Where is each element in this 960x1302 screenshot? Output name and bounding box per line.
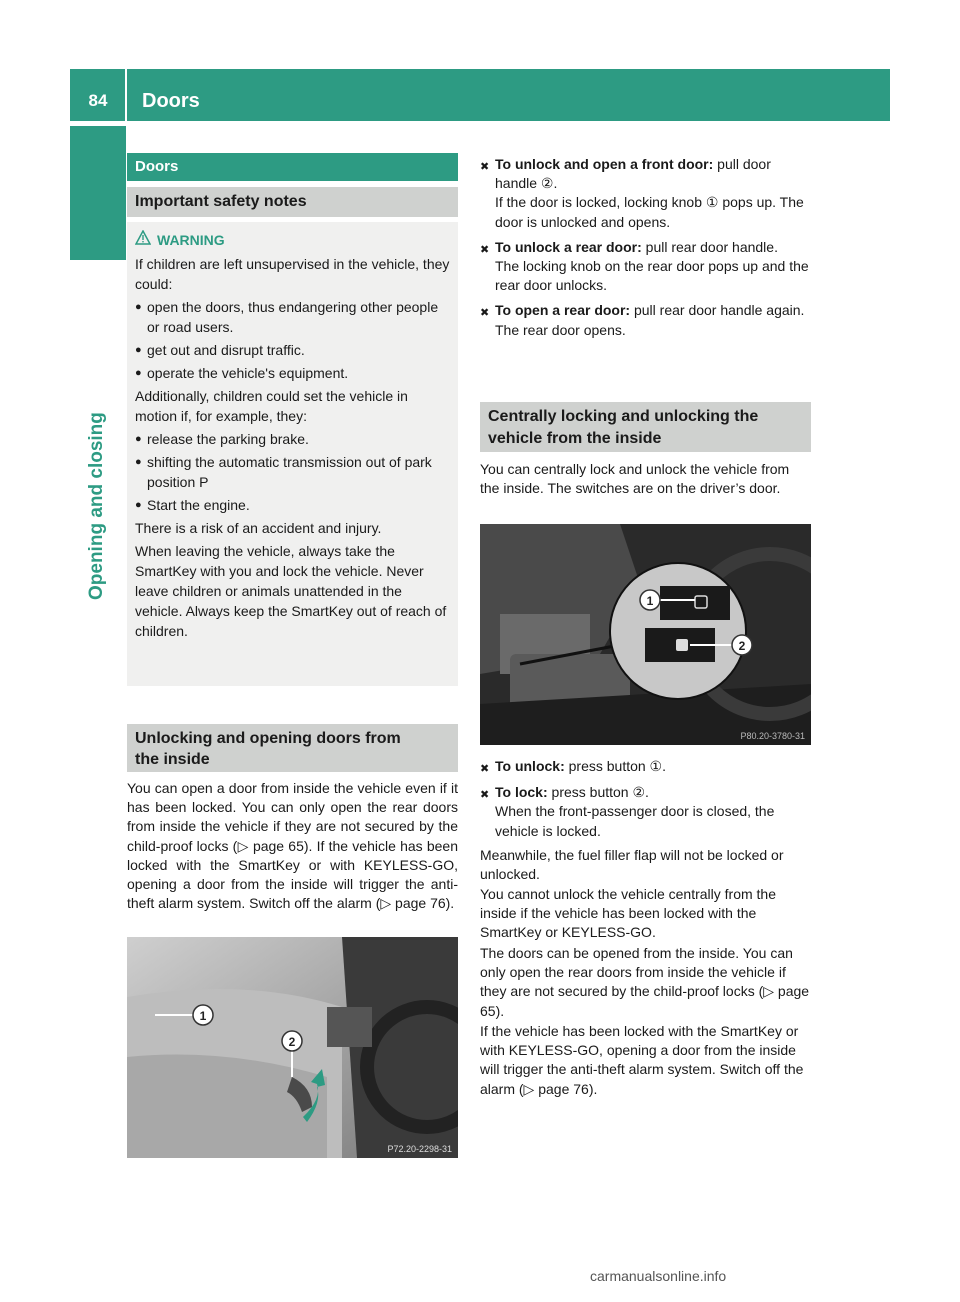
- warning-leave: When leaving the vehicle, always take the SmartKey with you and lock the vehicle. Never leave children or animals unattended in the vehicle. Always keep the SmartKey out of reach of children.: [135, 543, 447, 639]
- warning-triangle-icon: [135, 230, 157, 250]
- lock-switch-photo: [480, 524, 811, 745]
- section-heading-central-locking: Centrally locking and unlocking the vehicle from the inside: [480, 402, 811, 452]
- svg-text:P72.20-2298-31: P72.20-2298-31: [387, 1144, 452, 1154]
- warning-title: WARNING: [157, 232, 225, 248]
- svg-text:2: 2: [738, 639, 746, 653]
- list-item: ● Start the engine.: [135, 497, 250, 513]
- para-rear-doors: The doors can be opened from the inside. You can only open the rear doors from inside the vehicle if they are not secured by the child-proof locks (▷ page 65).: [480, 945, 810, 1019]
- front-door-steps: [480, 155, 811, 346]
- warning-mid: Additionally, children could set the vehicle in motion if, for example, they:: [135, 388, 408, 424]
- para-alarm: If the vehicle has been locked with the SmartKey or with KEYLESS-GO, opening a door from the inside will trigger the anti-theft alarm system. Switch off the alarm (▷ page 76).: [480, 1023, 804, 1097]
- list-item: ● open the doors, thus endangering other people or road users.: [135, 299, 439, 335]
- warning-risk: There is a risk of an accident and injury.: [135, 520, 382, 536]
- warning-heading: [135, 230, 450, 250]
- page-number: 84: [88, 91, 108, 110]
- list-item: ✖ To unlock: press button ①.: [480, 758, 667, 775]
- list-item: ✖ To open a rear door: pull rear door handle again. The rear door opens.: [480, 302, 805, 338]
- svg-text:P80.20-3780-31: P80.20-3780-31: [740, 731, 805, 741]
- para-fuel-flap: Meanwhile, the fuel filler flap will not be locked or unlocked.: [480, 847, 784, 883]
- list-item: ✖ To lock: press button ②. When the front-passenger door is closed, the vehicle is locked.: [480, 784, 775, 839]
- para-smartkey: You cannot unlock the vehicle centrally from the inside if the vehicle has been locked with the SmartKey or KEYLESS-GO.: [480, 886, 776, 941]
- list-item: ✖ To unlock a rear door: pull rear door handle. The locking knob on the rear door pops up and the rear door unlocks.: [480, 238, 809, 294]
- section-heading-safety: Important safety notes: [127, 187, 458, 217]
- door-handle-photo: [127, 937, 458, 1158]
- list-item: ● operate the vehicle's equipment.: [135, 365, 349, 381]
- page-title: Doors: [142, 90, 200, 112]
- list-item: ✖ To unlock and open a front door: pull door handle ②. If the door is locked, locking knob ① pops up. The door is unlocked and opens.: [480, 156, 804, 230]
- watermark: carmanualsonline.info: [590, 1268, 727, 1284]
- chapter-tab-label: Opening and closing: [86, 412, 107, 600]
- list-item: ● release the parking brake.: [135, 431, 309, 447]
- warning-intro: If children are left unsupervised in the vehicle, they could:: [135, 256, 450, 292]
- svg-text:1: 1: [646, 594, 654, 608]
- unlocking-body: You can open a door from inside the vehicle even if it has been locked. You can only open the rear doors from inside the vehicle if they are not secured by the child-proof locks (▷ page 65). If the vehicle has been locked with the SmartKey or with KEYLESS-GO, opening a door from the inside will trigger the anti-theft alarm system. Switch off the alarm (▷ page 76).: [127, 780, 458, 912]
- warning-box: [127, 222, 458, 686]
- list-item: ● shifting the automatic transmission out of park position P: [135, 454, 432, 490]
- svg-text:1: 1: [199, 1009, 207, 1023]
- list-item: ● get out and disrupt traffic.: [135, 342, 305, 358]
- section-heading-unlocking: Unlocking and opening doors from the inside: [127, 724, 458, 772]
- header-divider: [125, 69, 127, 121]
- chapter-marker: [70, 126, 126, 260]
- lock-steps: [480, 757, 811, 847]
- section-heading-doors: Doors: [127, 153, 458, 181]
- central-locking-body: You can centrally lock and unlock the vehicle from the inside. The switches are on the driver’s door.: [480, 461, 790, 497]
- svg-text:2: 2: [288, 1035, 296, 1049]
